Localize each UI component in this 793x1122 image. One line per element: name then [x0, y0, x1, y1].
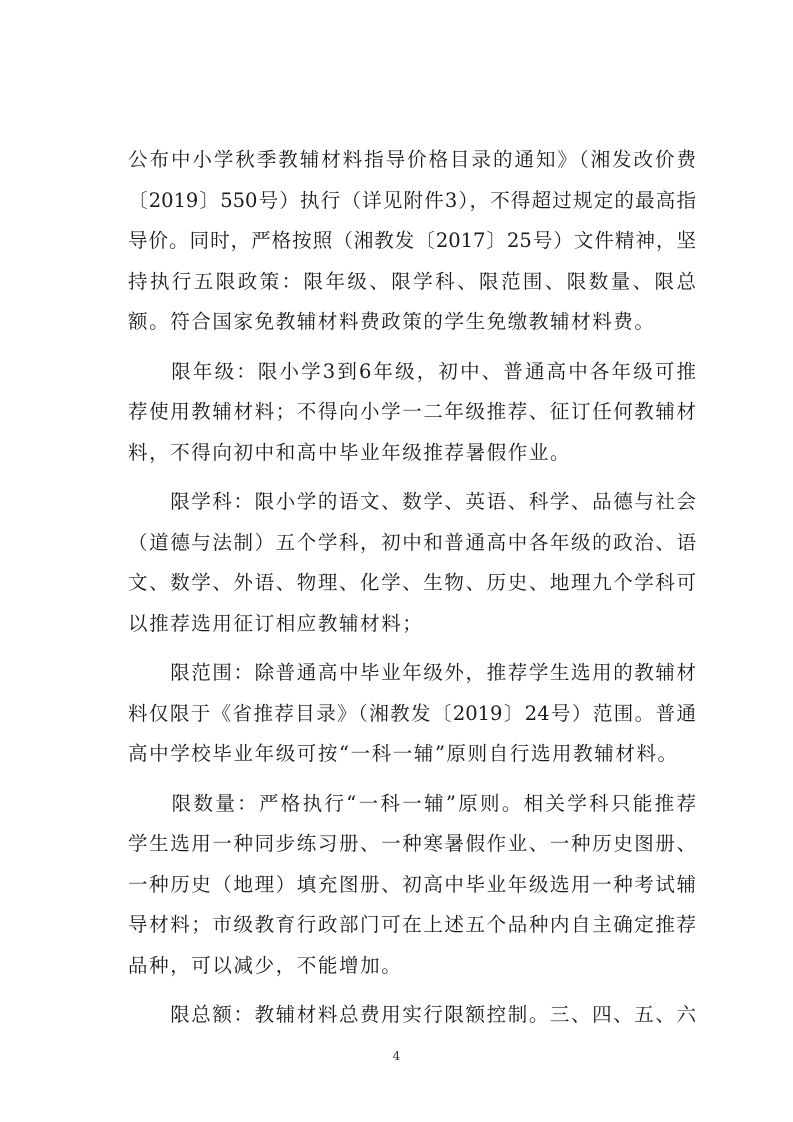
paragraph-limit-subject	[128, 482, 696, 644]
text-line: 限年级：限小学3到6年级，初中、普通高中各年级可推	[128, 359, 696, 383]
text-line: 限范围：除普通高中毕业年级外，推荐学生选用的教辅材	[128, 661, 696, 684]
page-number: 4	[392, 1049, 401, 1063]
paragraph-price-guidance	[128, 140, 696, 343]
text-line: 文、数学、外语、物理、化学、生物、历史、地理九个学科可	[128, 571, 696, 594]
text-line: 料仅限于《省推荐目录》（湘教发〔2019〕24号）范围。普通	[128, 701, 696, 725]
text-line: 荐使用教辅材料；不得向小学一二年级推荐、征订任何教辅材	[128, 400, 696, 423]
text-line: 品种，可以减少，不能增加。	[128, 953, 403, 977]
text-line: 一种历史（地理）填充图册、初高中毕业年级选用一种考试辅	[128, 872, 696, 896]
text-line: 〔2019〕550号）执行（详见附件3），不得超过规定的最高指	[128, 188, 696, 212]
text-line: 公布中小学秋季教辅材料指导价格目录的通知》（湘发改价费	[128, 148, 696, 171]
text-line: 限总额：教辅材料总费用实行限额控制。三、四、五、六	[128, 1003, 696, 1026]
text-line: 额。符合国家免教辅材料费政策的学生免缴教辅材料费。	[128, 310, 656, 333]
paragraph-limit-scope	[128, 653, 696, 775]
text-line: 限数量：严格执行“一科一辅”原则。相关学科只能推荐	[128, 791, 696, 815]
text-line: 导价。同时，严格按照（湘教发〔2017〕25号）文件精神，坚	[128, 229, 696, 252]
text-line: 导材料；市级教育行政部门可在上述五个品种内自主确定推荐	[128, 913, 696, 936]
text-line: 料，不得向初中和高中毕业年级推荐暑假作业。	[128, 440, 572, 464]
body-text	[128, 140, 696, 1036]
paragraph-limit-total	[128, 995, 696, 1036]
paragraph-limit-quantity	[128, 784, 696, 987]
paragraph-limit-grade	[128, 352, 696, 474]
text-line: （道德与法制）五个学科，初中和普通高中各年级的政治、语	[128, 530, 696, 554]
text-line: 以推荐选用征订相应教辅材料；	[128, 611, 424, 635]
text-line: 学生选用一种同步练习册、一种寒暑假作业、一种历史图册、	[128, 832, 696, 855]
text-line: 持执行五限政策：限年级、限学科、限范围、限数量、限总	[128, 269, 696, 293]
text-line: 限学科：限小学的语文、数学、英语、科学、品德与社会	[128, 490, 696, 513]
text-line: 高中学校毕业年级可按“一科一辅”原则自行选用教辅材料。	[128, 742, 679, 765]
